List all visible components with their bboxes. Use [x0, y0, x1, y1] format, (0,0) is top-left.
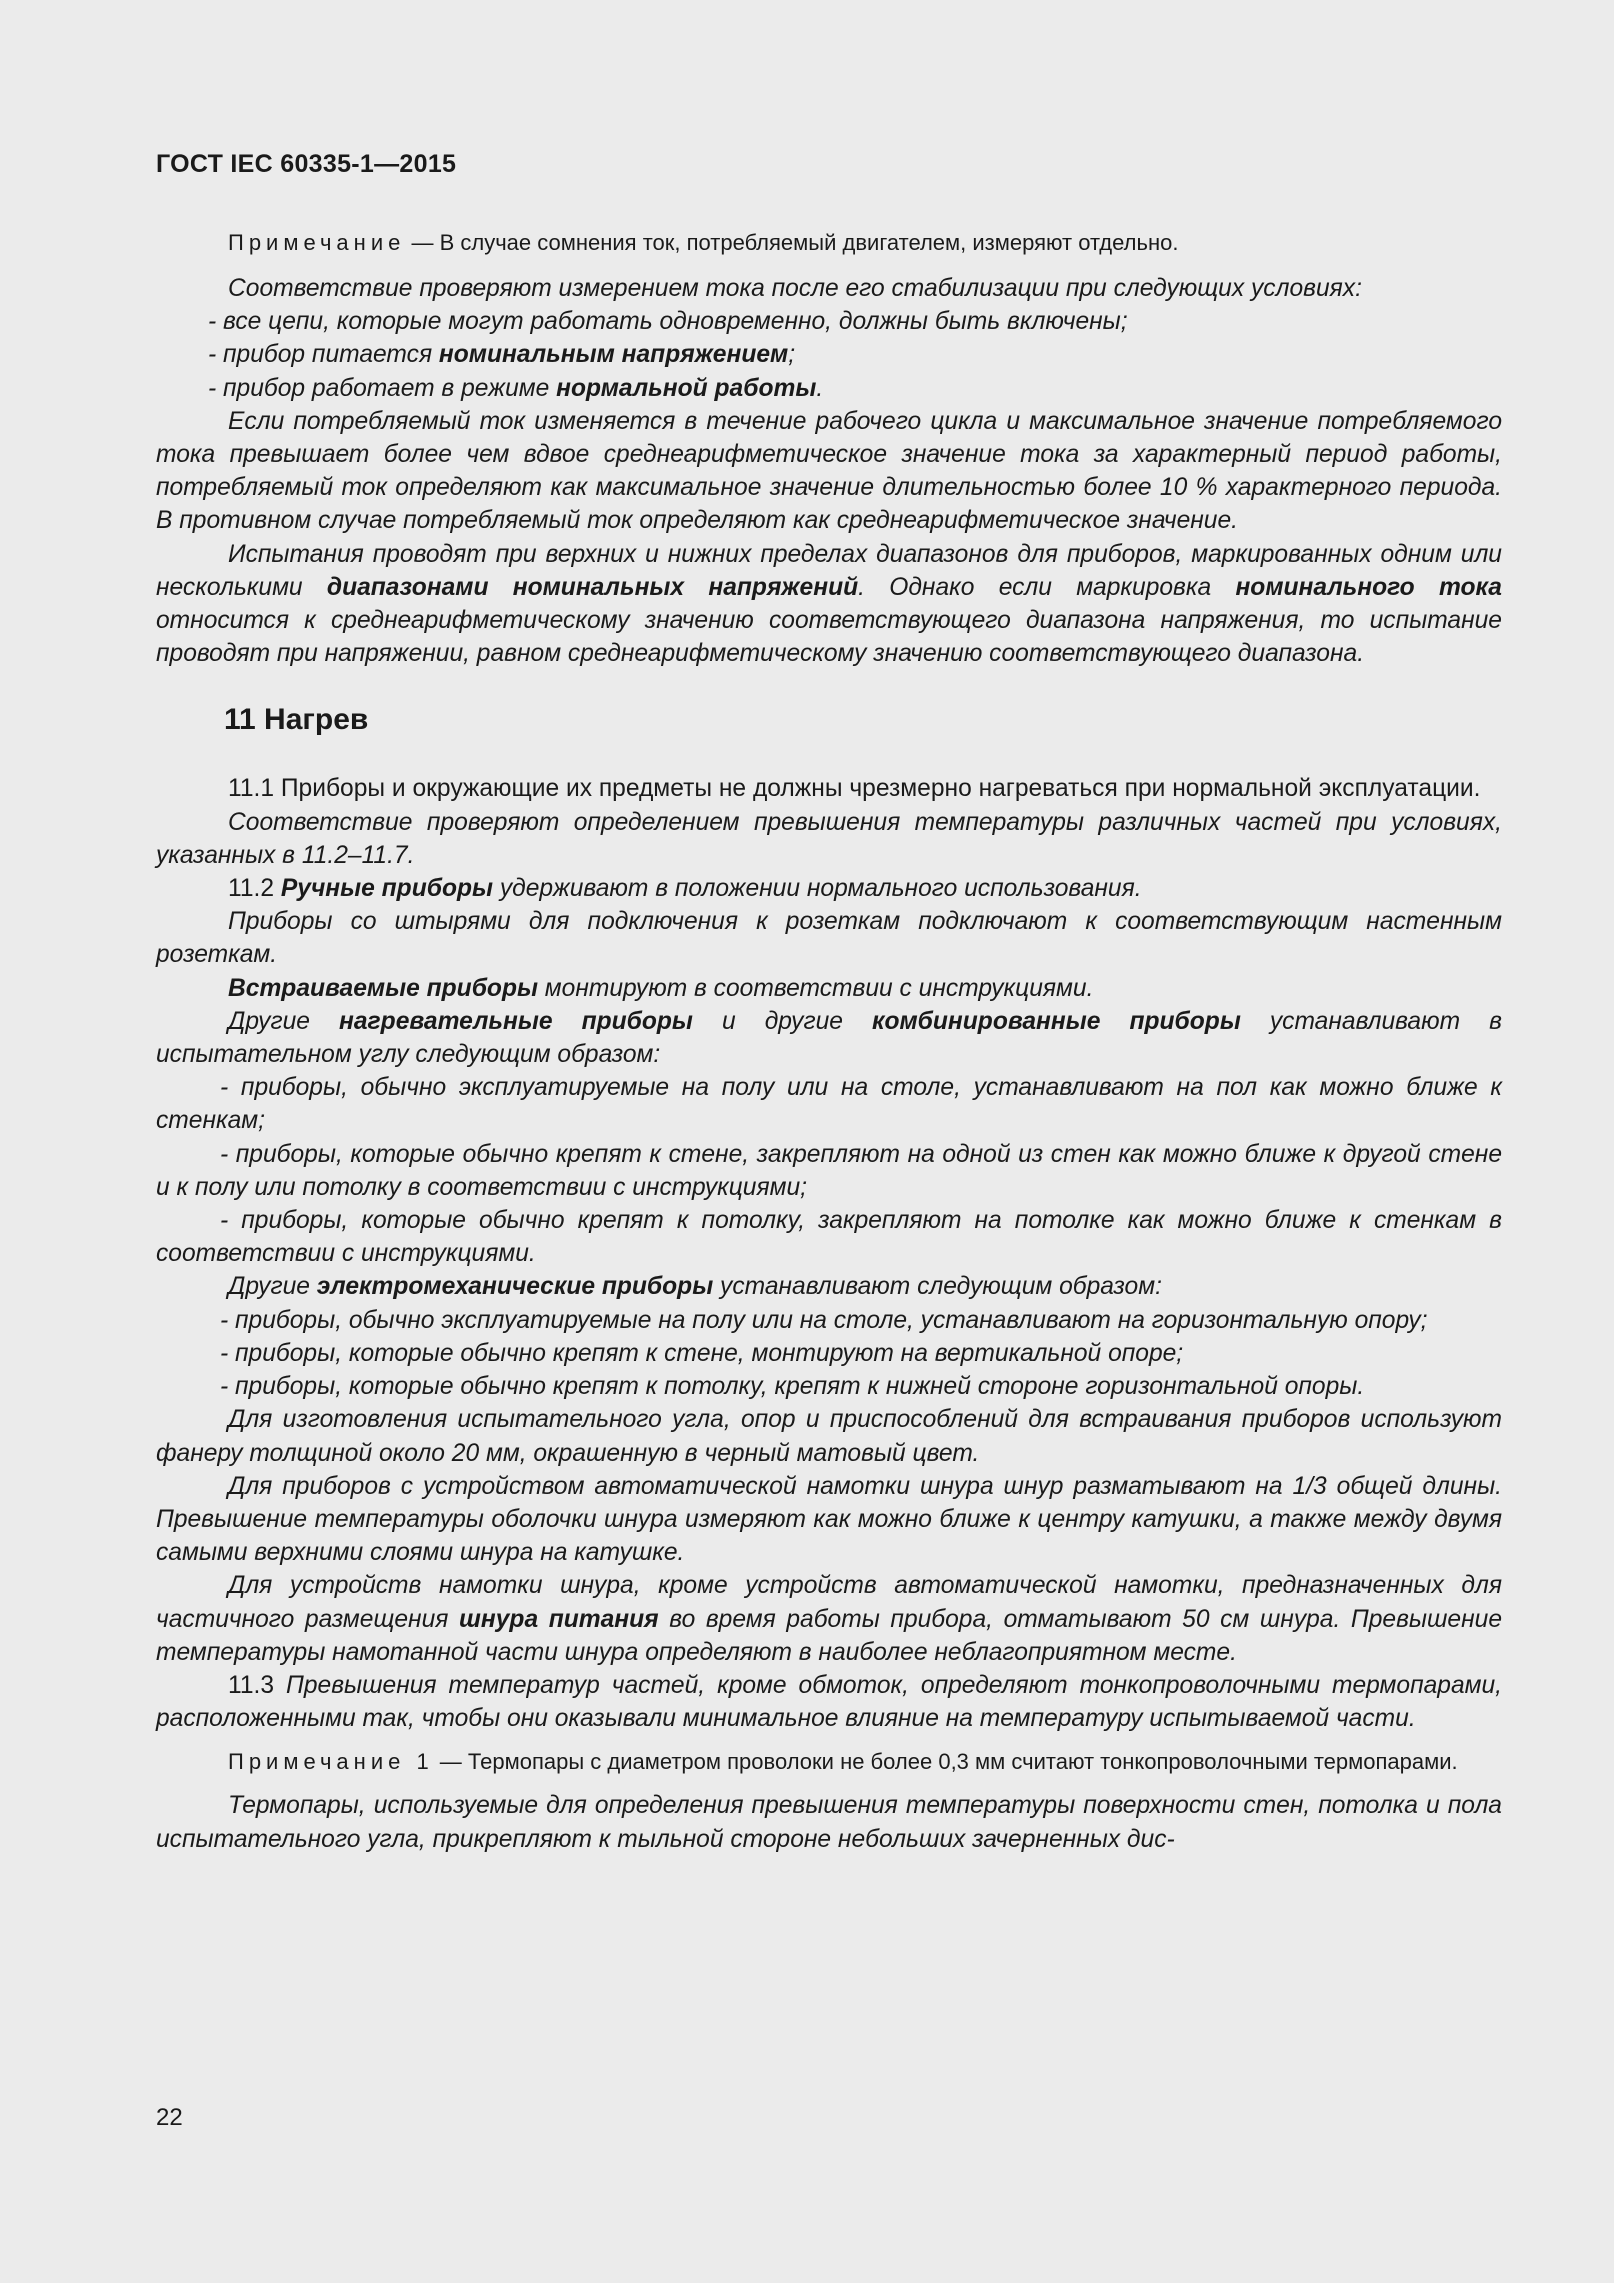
term-bold: Ручные приборы — [280, 875, 494, 903]
text-run: относится к среднеарифметическому значению соответствующего диапазона напряжения, то испытание проводят при напряжении, равном среднеарифметическому значению соответствующего диапазона. — [156, 607, 1502, 668]
text-run: Испытания проводят при верхних и нижних пределах диапазонов для приборов, маркированных одним или несколькими — [156, 540, 1502, 601]
text-run: . — [816, 374, 824, 402]
text-run: монтируют в соответствии с инструкциями. — [537, 974, 1094, 1002]
document-body — [156, 228, 1502, 1856]
term-bold: Встраиваемые приборы — [228, 974, 538, 1002]
paragraph — [156, 1270, 1502, 1303]
term-bold: номинальным напряжением — [438, 341, 789, 369]
text-run: Другие — [228, 1273, 317, 1301]
term-bold: нормальной работы — [556, 374, 817, 402]
text-run: Превышения температур частей, кроме обмоток, определяют тонкопроволочными термопарами, расположенными так, чтобы они оказывали минимальное влияние на температуру испытываемой части. — [156, 1671, 1503, 1733]
note-1 — [156, 1747, 1502, 1777]
text-run: - прибор питается — [208, 341, 439, 369]
list-item: - приборы, которые обычно крепят к стене, закрепляют на одной из стен как можно ближе к другой стене и к полу или потолку в соответствии с инструкциями; — [156, 1140, 1502, 1201]
text-run: - прибор работает в режиме — [208, 374, 557, 402]
condition-item — [156, 372, 1502, 405]
term-bold: номинального тока — [1235, 573, 1502, 601]
text-run: устанавливают в испытательном углу следующим образом: — [156, 1007, 1502, 1069]
clause-11-3 — [156, 1669, 1502, 1735]
paragraph: Для изготовления испытательного угла, опор и приспособлений для встраивания приборов используют фанеру толщиной около 20 мм, окрашенную в черный матовый цвет. — [156, 1406, 1502, 1467]
term-bold: шнура питания — [459, 1605, 659, 1633]
text-run: . Однако если маркировка — [858, 573, 1236, 601]
list-item: - приборы, обычно эксплуатируемые на полу или на столе, устанавливают на горизонтальную опору; — [220, 1306, 1428, 1334]
text-run: во время работы прибора, отматывают 50 см шнура. Превышение температуры намотанной части шнура определяют в наиболее неблагоприятном месте. — [156, 1605, 1502, 1666]
compliance-paragraph: Соответствие проверяют измерением тока после его стабилизации при следующих условиях: — [228, 275, 1362, 302]
section-heading: 11 Нагрев — [224, 703, 369, 737]
list-item: - приборы, которые обычно крепят к потолку, крепят к нижней стороне горизонтальной опоры. — [220, 1373, 1365, 1401]
paragraph — [156, 538, 1502, 671]
term-bold: диапазонами номинальных напряжений — [326, 573, 859, 601]
paragraph: Термопары, используемые для определения превышения температуры поверхности стен, потолка и пола испытательного угла, прикрепляют к тыльной стороне небольших зачерненных дис- — [156, 1792, 1502, 1853]
term-bold: комбинированные приборы — [871, 1007, 1241, 1035]
list-item: - приборы, обычно эксплуатируемые на полу или на столе, устанавливают на пол как можно ближе к стенкам; — [156, 1074, 1502, 1135]
note-top — [156, 228, 1502, 258]
text-run: Для устройств намотки шнура, кроме устройств автоматической намотки, предназначенных для частичного размещения — [156, 1572, 1502, 1633]
list-item: - приборы, которые обычно крепят к потолку, закрепляют на потолке как можно ближе к стенкам в соответствии с инструкциями. — [156, 1207, 1502, 1268]
paragraph — [156, 972, 1502, 1005]
term-bold: электромеханические приборы — [316, 1273, 714, 1301]
compliance-paragraph: Соответствие проверяют определением превышения температуры различных частей при условиях, указанных в 11.2–11.7. — [156, 808, 1502, 869]
text-run: устанавливают следующим образом: — [713, 1273, 1162, 1301]
note-text: — В случае сомнения ток, потребляемый двигателем, измеряют отдельно. — [405, 230, 1179, 255]
page-number: 22 — [156, 2104, 183, 2131]
note-text: — Термопары с диаметром проволоки не более 0,3 мм считают тонкопроволочными термопарами. — [433, 1749, 1458, 1775]
list-item: - приборы, которые обычно крепят к стене, монтируют на вертикальной опоре; — [220, 1339, 1184, 1367]
note-label: Примечание — [228, 230, 406, 255]
condition-item: - все цепи, которые могут работать одновременно, должны быть включены; — [208, 308, 1128, 336]
text-run: Другие — [228, 1007, 340, 1035]
document-header: ГОСТ IEC 60335-1—2015 — [156, 150, 457, 178]
paragraph — [156, 1569, 1502, 1669]
paragraph — [156, 1005, 1502, 1071]
text-run: ; — [788, 341, 796, 369]
paragraph: Для приборов с устройством автоматической намотки шнура шнур разматывают на 1/3 общей длины. Превышение температуры оболочки шнура измеряют как можно ближе к центру катушки, а также между двумя самыми верхними слоями шнура на катушке. — [156, 1472, 1502, 1567]
note-label: Примечание 1 — [228, 1749, 434, 1775]
text-run: и другие — [692, 1007, 872, 1035]
text-run: удерживают в положении нормального использования. — [493, 875, 1142, 903]
condition-item — [156, 338, 1502, 371]
clause-number: 11.3 — [228, 1671, 287, 1699]
term-bold: нагревательные приборы — [339, 1007, 693, 1035]
clause-number: 11.2 — [228, 875, 281, 903]
clause-11-1: 11.1 Приборы и окружающие их предметы не должны чрезмерно нагреваться при нормальной эксплуатации. — [228, 775, 1481, 803]
clause-11-2 — [156, 872, 1502, 905]
paragraph: Если потребляемый ток изменяется в течение рабочего цикла и максимальное значение потребляемого тока превышает более чем вдвое среднеарифметическое значение тока за характерный период работы, потребляемый ток определяют как максимальное значение длительностью более 10 % характерного периода. В противном случае потребляемый ток определяют как среднеарифметическое значение. — [156, 407, 1502, 535]
paragraph: Приборы со штырями для подключения к розеткам подключают к соответствующим настенным розеткам. — [156, 908, 1502, 969]
